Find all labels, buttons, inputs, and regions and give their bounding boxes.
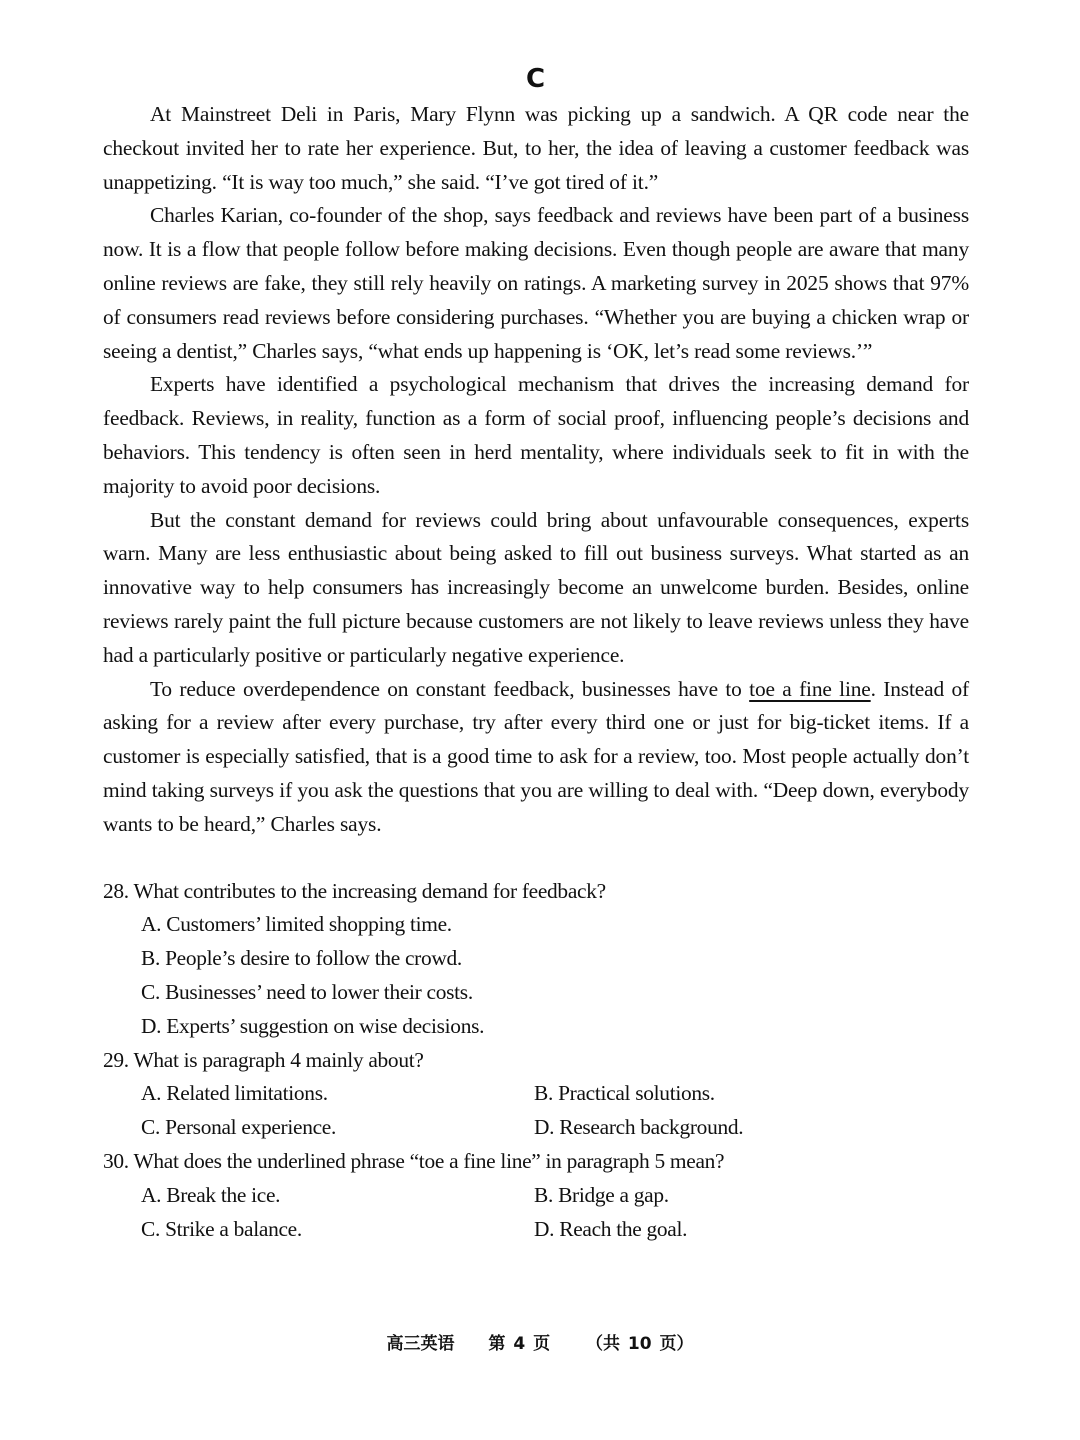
question-28 <box>103 875 969 1044</box>
question-list <box>103 875 969 1247</box>
option-b: B. Practical solutions. <box>534 1081 715 1106</box>
passage-paragraph-2: Charles Karian, co-founder of the shop, says feedback and reviews have been part of a business now. It is a flow that people follow before making decisions. Even though people are aware that many online reviews are fake, they still rely heavily on ratings. A marketing survey in 2025 shows that 97% of consumers read reviews before considering purchases. “Whether you are buying a chicken wrap or seeing a dentist,” Charles says, “what ends up happening is ‘OK, let’s read some reviews.’” <box>103 203 969 363</box>
reading-passage <box>103 98 969 842</box>
footer-subject: 高三英语 <box>386 1334 455 1354</box>
option-b: B. Bridge a gap. <box>534 1182 669 1207</box>
question-stem: 30. What does the underlined phrase “toe a fine line” in paragraph 5 mean? <box>103 1148 725 1173</box>
option-row <box>103 1179 969 1213</box>
option-row <box>103 1213 969 1247</box>
option-c: C. Strike a balance. <box>141 1216 302 1241</box>
section-heading: C <box>525 64 547 94</box>
option-row <box>103 976 969 1010</box>
passage-paragraph-5 <box>103 673 969 842</box>
question-stem: 29. What is paragraph 4 mainly about? <box>103 1047 424 1072</box>
question-29 <box>103 1044 969 1145</box>
paragraph-5-text-after: . Instead of asking for a review after every purchase, try after every third one or just for big-ticket items. If a customer is especially satisfied, that is a good time to ask for a review, too. Most people actually don’t mind taking surveys if you ask the questions that you are willing to deal with. “Deep down, everybody wants to be heard,” Charles says. <box>103 676 969 836</box>
option-row <box>103 908 969 942</box>
option-row <box>103 942 969 976</box>
passage-paragraph-4: But the constant demand for reviews could bring about unfavourable consequences, experts warn. Many are less enthusiastic about being asked to fill out business surveys. What started as an innovative way to help consumers has increasingly become an unwelcome burden. Besides, online reviews rarely paint the full picture because customers are not likely to leave reviews unless they have had a particularly positive or particularly negative experience. <box>103 507 969 667</box>
option-d: D. Reach the goal. <box>534 1216 688 1241</box>
option-c: C. Businesses’ need to lower their costs. <box>141 979 473 1004</box>
option-d: D. Experts’ suggestion on wise decisions. <box>141 1013 485 1038</box>
question-30 <box>103 1145 969 1246</box>
page-footer <box>0 1332 1080 1356</box>
option-a: A. Customers’ limited shopping time. <box>141 912 452 937</box>
option-row <box>103 1111 969 1145</box>
option-b: B. People’s desire to follow the crowd. <box>141 946 462 971</box>
option-c: C. Personal experience. <box>141 1115 337 1140</box>
footer-page-number: 第 4 页 <box>488 1334 551 1354</box>
option-row <box>103 1077 969 1111</box>
passage-paragraph-1: At Mainstreet Deli in Paris, Mary Flynn was picking up a sandwich. A QR code near the checkout invited her to rate her experience. But, to her, the idea of leaving a customer feedback was unappetizing. “It is way too much,” she said. “I’ve got tired of it.” <box>103 102 969 194</box>
paragraph-5-text-before: To reduce overdependence on constant feedback, businesses have to <box>150 676 750 701</box>
option-row <box>103 1010 969 1044</box>
footer-total-pages: （共 10 页） <box>586 1334 694 1354</box>
option-a: A. Related limitations. <box>141 1081 328 1106</box>
exam-page <box>103 62 969 1246</box>
passage-paragraph-3: Experts have identified a psychological mechanism that drives the increasing demand for feedback. Reviews, in reality, function as a form of social proof, influencing people’s decisions and behaviors. This tendency is often seen in herd mentality, where individuals seek to fit in with the majority to avoid poor decisions. <box>103 372 969 498</box>
question-stem: 28. What contributes to the increasing demand for feedback? <box>103 878 606 903</box>
option-a: A. Break the ice. <box>141 1182 281 1207</box>
option-d: D. Research background. <box>534 1115 744 1140</box>
underlined-phrase: toe a fine line <box>749 676 871 701</box>
